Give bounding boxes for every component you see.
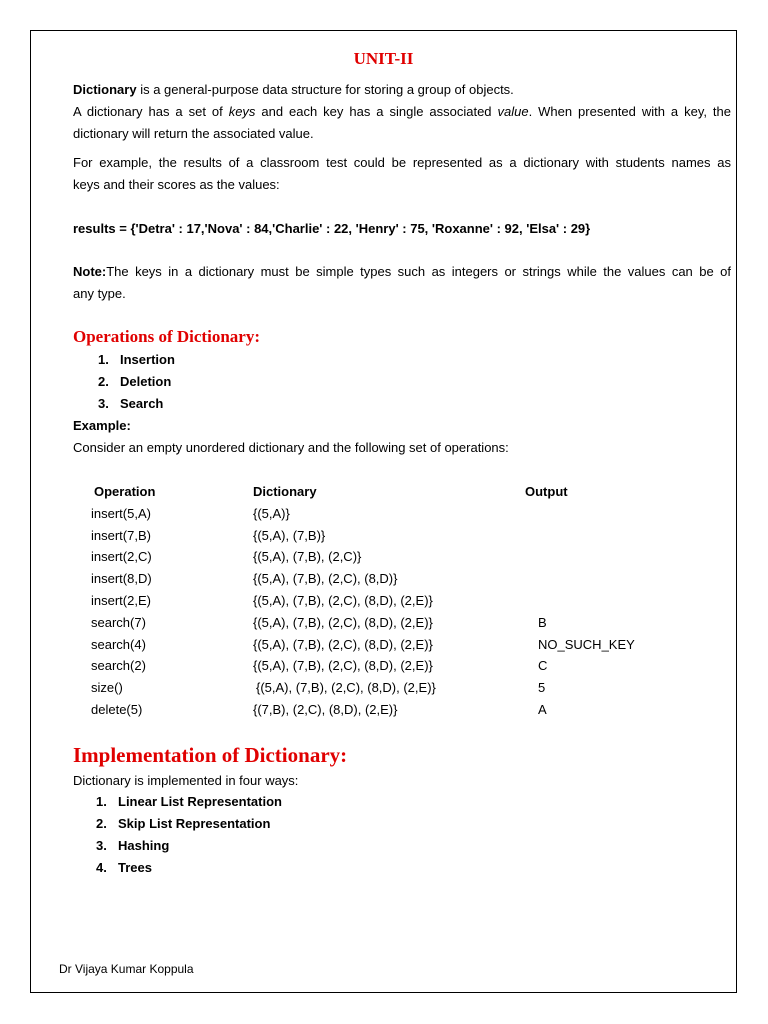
intro-text-1: is a general-purpose data structure for storing a group of objects. — [136, 82, 514, 97]
note-label: Note: — [73, 264, 107, 279]
implementation-list-item: 3. Hashing — [96, 838, 170, 853]
table-row: search(4) {(5,A), (7,B), (2,C), (8,D), (2,E)} NO_SUCH_KEY — [91, 637, 635, 652]
table-row: insert(2,E) {(5,A), (7,B), (2,C), (8,D), (2,E)} — [91, 593, 433, 608]
intro-paragraph-1 — [73, 79, 731, 100]
implementation-text: Dictionary is implemented in four ways: — [73, 773, 299, 788]
implementation-heading: Implementation of Dictionary: — [73, 743, 348, 767]
example-paragraph-line-2: keys and their scores as the values: — [73, 177, 280, 192]
table-row: search(2) {(5,A), (7,B), (2,C), (8,D), (2,E)} C — [91, 658, 548, 673]
implementation-list-item: 2. Skip List Representation — [96, 816, 271, 831]
example-label: Example: — [73, 418, 131, 433]
intro-paragraph-2-line-1: A dictionary has a set of keys and each key has a single associated value. When presented with a key, the — [73, 104, 731, 119]
operations-table — [0, 481, 768, 721]
example-text: Consider an empty unordered dictionary and the following set of operations: — [73, 440, 509, 455]
note-line-2: any type. — [73, 286, 126, 301]
keys-term: keys — [228, 104, 256, 119]
operations-list-item: 3. Search — [98, 396, 164, 411]
results-code-line: results = {'Detra' : 17,'Nova' : 84,'Charlie' : 22, 'Henry' : 75, 'Roxanne' : 92, 'Elsa' : 29} — [73, 221, 591, 236]
table-row: delete(5) {(7,B), (2,C), (8,D), (2,E)} A — [91, 702, 547, 717]
table-row: insert(7,B) {(5,A), (7,B)} — [91, 528, 326, 543]
operations-list-item: 2. Deletion — [98, 374, 172, 389]
table-row: insert(2,C) {(5,A), (7,B), (2,C)} — [91, 549, 362, 564]
intro-paragraph-2-line-2: dictionary will return the associated value. — [73, 126, 314, 141]
operations-heading: Operations of Dictionary: — [73, 327, 260, 346]
dictionary-term: Dictionary — [73, 82, 137, 97]
implementation-list-item: 4. Trees — [96, 860, 152, 875]
header-operation: Operation — [94, 484, 156, 499]
table-row: size() {(5,A), (7,B), (2,C), (8,D), (2,E)} 5 — [91, 680, 546, 695]
unit-title: UNIT-II — [353, 49, 414, 68]
footer-author: Dr Vijaya Kumar Koppula — [59, 962, 194, 976]
table-header-row — [0, 481, 700, 502]
example-paragraph-line-1: For example, the results of a classroom test could be represented as a dictionary with students names as — [73, 155, 731, 170]
value-term: value — [497, 104, 529, 119]
operations-list-item: 1. Insertion — [98, 352, 175, 367]
table-row: insert(8,D) {(5,A), (7,B), (2,C), (8,D)} — [91, 571, 398, 586]
table-row: search(7) {(5,A), (7,B), (2,C), (8,D), (2,E)} B — [91, 615, 547, 630]
header-dictionary: Dictionary — [253, 484, 317, 499]
note-line-1: Note:The keys in a dictionary must be simple types such as integers or strings while the values can be of — [73, 264, 731, 279]
implementation-list-item: 1. Linear List Representation — [96, 794, 282, 809]
table-row: insert(5,A) {(5,A)} — [91, 506, 290, 521]
header-output: Output — [525, 484, 568, 499]
